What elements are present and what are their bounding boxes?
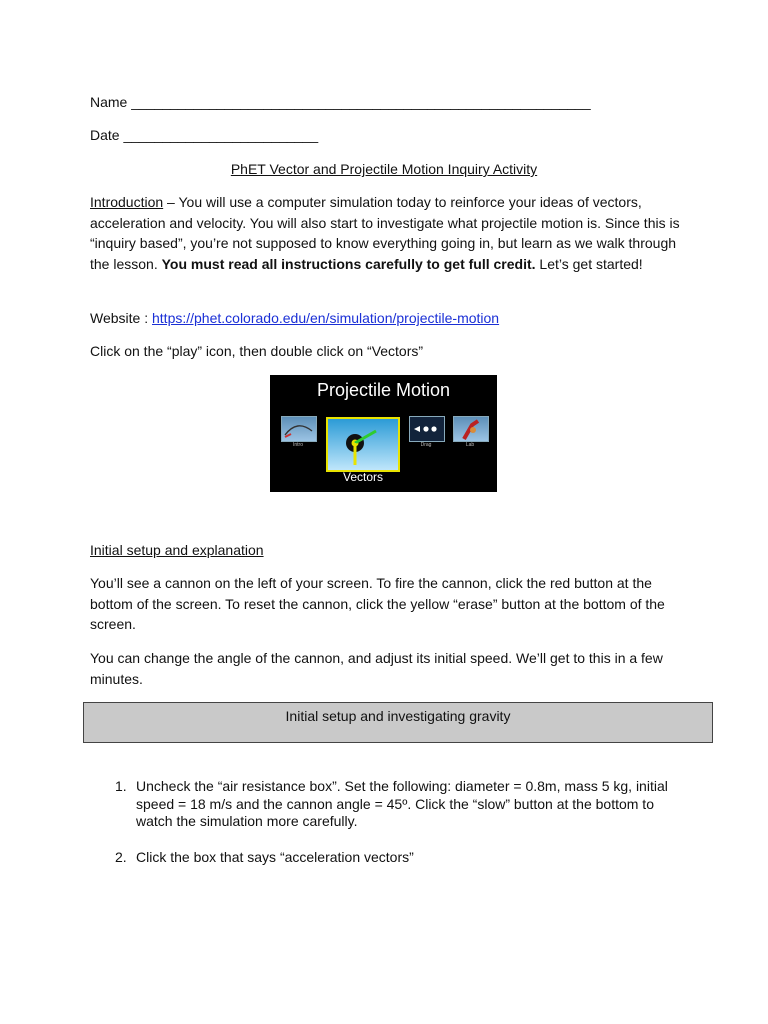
name-blank[interactable]: ___________________________________________________________: [131, 94, 591, 110]
website-line: [90, 308, 499, 328]
intro-tab-icon[interactable]: [281, 416, 317, 442]
document-title: PhET Vector and Projectile Motion Inquiry Activity: [230, 161, 538, 177]
lab-tab-label: Lab: [465, 442, 475, 448]
list-item-text: Uncheck the “air resistance box”. Set the following: diameter = 0.8m, mass 5 kg, initial speed = 18 m/s and the cannon angle = 45º. Click the “slow” button at the bottom to watch the simulation more carefully.: [136, 778, 668, 829]
drag-tab-icon[interactable]: [409, 416, 445, 442]
intro-heading: Introduction: [90, 194, 164, 210]
vectors-tab-label: Vectors: [342, 470, 384, 484]
list-item-number: 1.: [115, 778, 127, 794]
website-label: Website :: [90, 310, 152, 326]
intro-end-text: Let’s get started!: [535, 255, 643, 272]
thumbnail-title: Projectile Motion: [316, 380, 451, 400]
setup-paragraph-1: You’ll see a cannon on the left of your screen. To fire the cannon, click the red button at the bottom of the screen. To reset the cannon, click the yellow “erase” button at the bottom of the screen.: [90, 575, 665, 632]
date-line: [90, 125, 318, 145]
setup-paragraph-2: You can change the angle of the cannon, and adjust its initial speed. We’ll get to this in a few minutes.: [90, 650, 663, 687]
setup-heading: Initial setup and explanation: [90, 542, 264, 558]
date-label: Date: [90, 127, 120, 143]
intro-tab-label: Intro: [292, 442, 303, 448]
website-link[interactable]: https://phet.colorado.edu/en/simulation/projectile-motion: [152, 310, 500, 326]
name-line: [90, 92, 591, 112]
intro-bold-text: You must read all instructions carefully to get full credit.: [161, 255, 536, 272]
intro-paragraph: [90, 192, 680, 274]
list-item-text: Click the box that says “acceleration vectors”: [136, 849, 414, 865]
drag-tab-label: Drag: [420, 442, 432, 448]
simulation-thumbnail: [270, 375, 497, 492]
vectors-tab-icon[interactable]: [326, 417, 400, 472]
intro-text: – You will use a computer simulation today to reinforce your ideas of vectors, acceleration and velocity. You will also start to investigate what projectile motion is. Since this is “inquiry based”, you’re not supposed to know everything going in, but learn as we walk through the lesson.: [90, 194, 680, 272]
date-blank[interactable]: _________________________: [123, 127, 319, 143]
lab-tab-icon[interactable]: [453, 416, 489, 442]
section-header-box: Initial setup and investigating gravity: [83, 702, 713, 743]
list-item-number: 2.: [115, 849, 127, 865]
play-instruction: Click on the “play” icon, then double click on “Vectors”: [90, 343, 424, 359]
name-label: Name: [90, 94, 128, 110]
